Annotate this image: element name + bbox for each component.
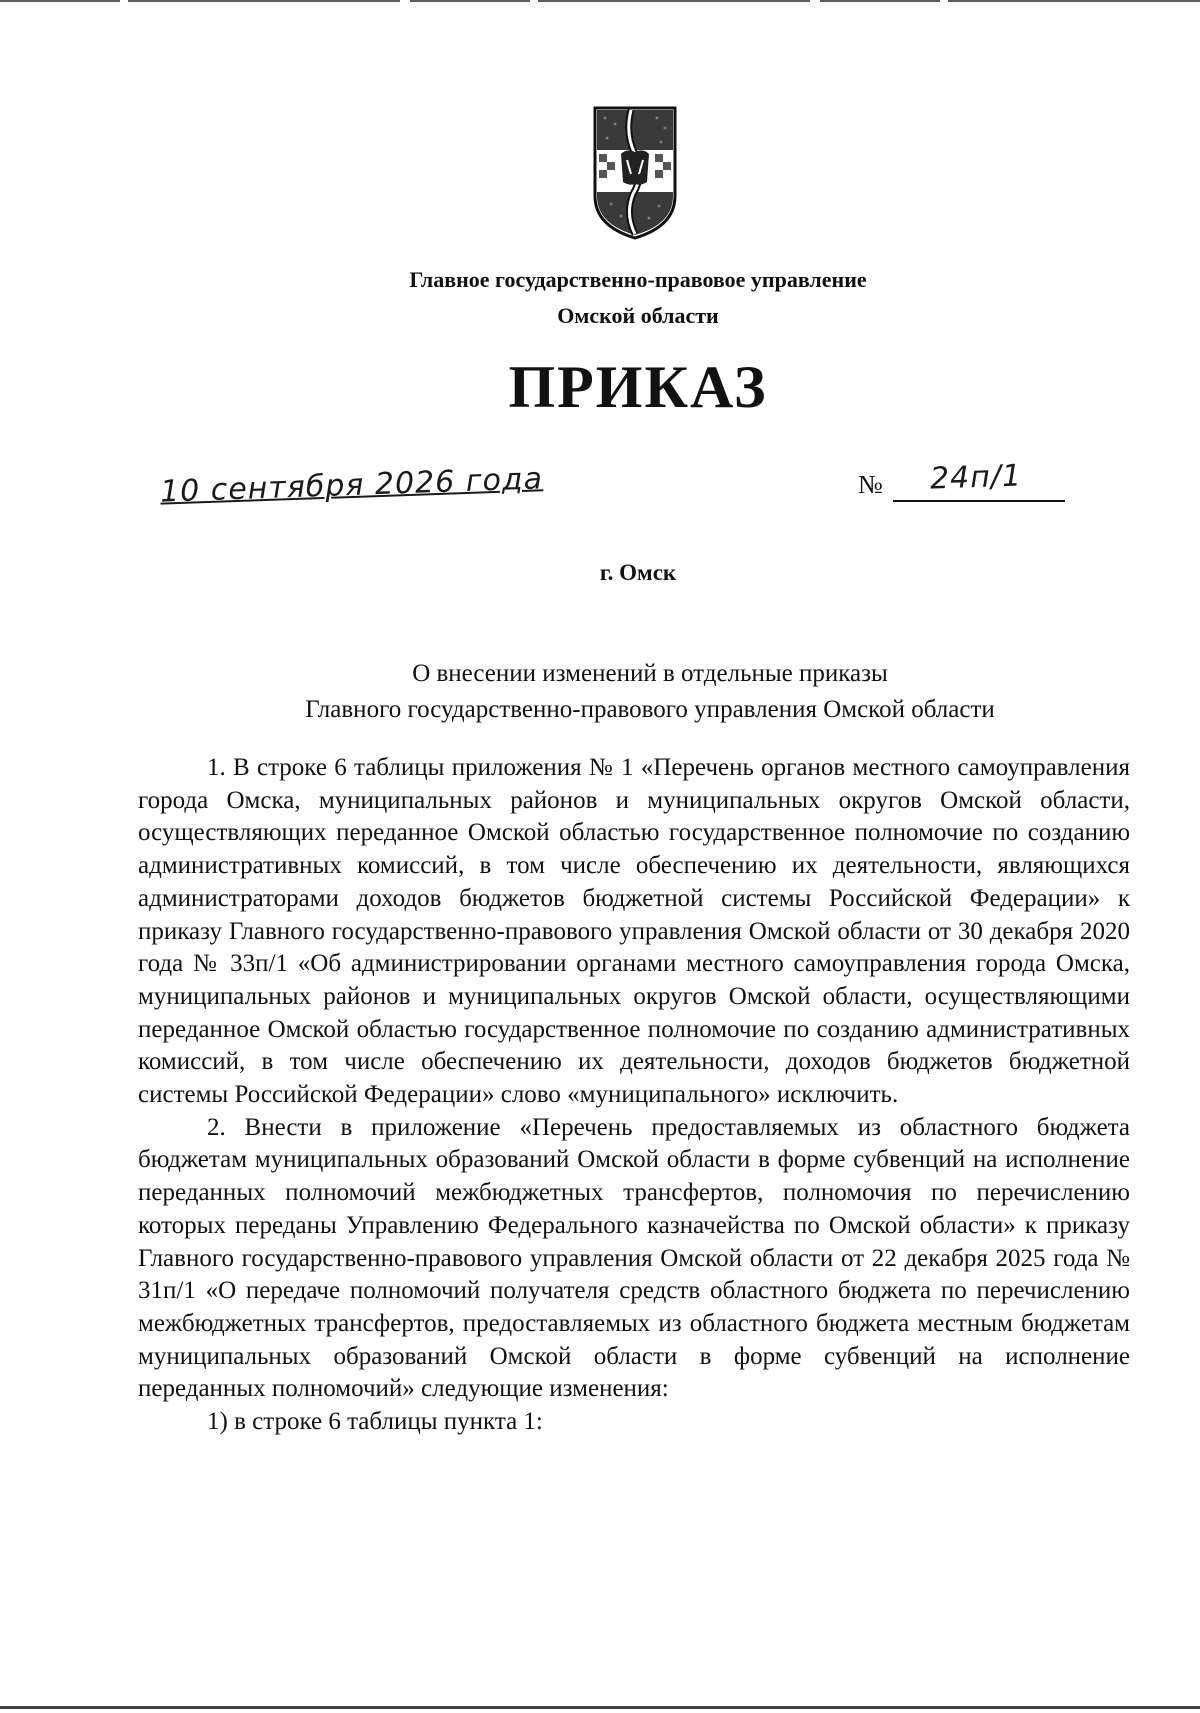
number-label: № <box>858 470 883 499</box>
order-title-line1: О внесении изменений в отдельные приказы <box>412 660 888 687</box>
paragraph-1: 1. В строке 6 таблицы приложения № 1 «Перечень органов местного самоуправления города Омска, муниципальных районов и муниципальных округов Омской области, осуществляющих переданное Омской областью государственное полномочие по созданию административных комиссий, в том числе обеспечению их деятельности, являющихся администраторами доходов бюджетов бюджетной системы Российской Федерации» к приказу Главного государственно-правового управления Омской области от 30 декабря 2020 года № 33п/1 «Об администрировании органами местного самоуправления города Омска, муниципальных районов и муниципальных округов Омской области, осуществляющими переданное Омской областью государственное полномочие по созданию административных комиссий, в том числе обеспечению их деятельности, доходов бюджетов бюджетной системы Российской Федерации» слово «муниципального» исключить. <box>138 754 1130 1109</box>
organization-name-line1: Главное государственно-правовое управление <box>409 267 867 292</box>
document-type-title: ПРИКАЗ <box>508 354 768 420</box>
scan-edge-top <box>0 0 1200 2</box>
scan-edge-bottom <box>0 1706 1200 1709</box>
paragraph-2: 2. Внести в приложение «Перечень предоставляемых из областного бюджета бюджетам муниципальных образований Омской области в форме субвенций на исполнение переданных полномочий межбюджетных трансфертов, полномочия по перечислению которых переданы Управлению Федерального казначейства по Омской области» к приказу Главного государственно-правового управления Омской области от 22 декабря 2025 года № 31п/1 «О передаче полномочий получателя средств областного бюджета по перечислению межбюджетных трансфертов, предоставляемых из областного бюджета местным бюджетам муниципальных образований Омской области в форме субвенций на исполнение переданных полномочий» следующие изменения: <box>138 1113 1130 1403</box>
city-label: г. Омск <box>599 560 677 585</box>
paragraph-3: 1) в строке 6 таблицы пункта 1: <box>207 1408 543 1436</box>
handwritten-number: 24п/1 <box>929 458 1023 497</box>
order-body <box>138 752 1130 1439</box>
coat-of-arms-icon <box>591 104 679 242</box>
number-underline <box>893 500 1065 502</box>
organization-name-line2: Омской области <box>557 303 719 328</box>
handwritten-date: 10 сентября 2026 года <box>159 461 544 510</box>
order-title-line2: Главного государственно-правового управления Омской области <box>305 696 995 723</box>
